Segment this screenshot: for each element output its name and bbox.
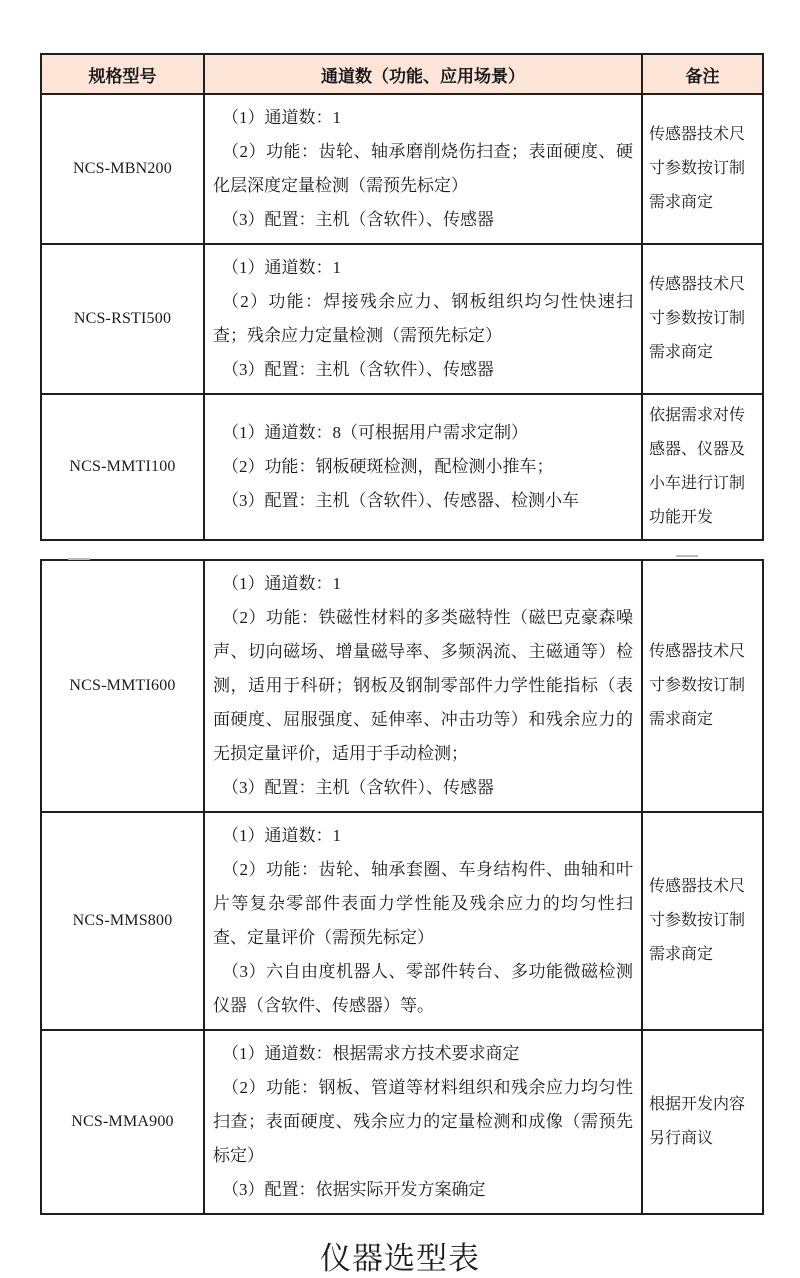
header-row <box>41 54 763 94</box>
model-cell: NCS-MMTI600 <box>41 560 204 812</box>
spec-item: （3）配置：主机（含软件）、传感器 <box>222 210 494 229</box>
remark-cell: 传感器技术尺寸参数按订制需求商定 <box>642 244 763 394</box>
remark-cell: 根据开发内容另行商议 <box>642 1030 763 1214</box>
col-header-remark: 备注 <box>642 54 763 94</box>
spec-item: （2）功能：齿轮、轴承磨削烧伤扫查；表面硬度、硬化层深度定量检测（需预先标定） <box>213 142 633 195</box>
spec-item: （2）功能：钢板、管道等材料组织和残余应力均匀性扫查；表面硬度、残余应力的定量检测和成像（需预先标定） <box>213 1078 633 1165</box>
table-row <box>41 394 763 540</box>
spec-item: （1）通道数：1 <box>222 826 341 845</box>
spec-item: （3）配置：主机（含软件）、传感器 <box>222 360 494 379</box>
spec-item: （2）功能：钢板硬斑检测，配检测小推车； <box>222 457 554 476</box>
remark-cell: 传感器技术尺寸参数按订制需求商定 <box>642 94 763 244</box>
content-cell <box>204 394 642 540</box>
content-cell <box>204 812 642 1030</box>
model-cell: NCS-MMTI100 <box>41 394 204 540</box>
spec-item: （1）通道数：1 <box>222 108 341 127</box>
model-cell: NCS-MBN200 <box>41 94 204 244</box>
table-caption: 仪器选型表 <box>320 1241 480 1276</box>
spec-item: （3）配置：主机（含软件）、传感器 <box>222 778 494 797</box>
table-row <box>41 812 763 1030</box>
col-header-content: 通道数（功能、应用场景） <box>204 54 642 94</box>
remark-cell: 传感器技术尺寸参数按订制需求商定 <box>642 560 763 812</box>
spec-item: （2）功能：焊接残余应力、钢板组织均匀性快速扫查；残余应力定量检测（需预先标定） <box>213 292 633 345</box>
table-row <box>41 1030 763 1214</box>
table-row <box>41 94 763 244</box>
model-cell: NCS-RSTI500 <box>41 244 204 394</box>
model-cell: NCS-MMA900 <box>41 1030 204 1214</box>
table-row <box>41 560 763 812</box>
remark-cell: 依据需求对传感器、仪器及小车进行订制功能开发 <box>642 394 763 540</box>
scan-artifact-tick <box>676 555 698 557</box>
table-gap <box>0 541 800 559</box>
content-cell <box>204 560 642 812</box>
spec-table-1 <box>40 53 764 541</box>
content-cell <box>204 1030 642 1214</box>
model-cell: NCS-MMS800 <box>41 812 204 1030</box>
col-header-model: 规格型号 <box>41 54 204 94</box>
spec-item: （1）通道数：根据需求方技术要求商定 <box>222 1044 520 1063</box>
spec-item: （2）功能：齿轮、轴承套圈、车身结构件、曲轴和叶片等复杂零部件表面力学性能及残余应力的均匀性扫查、定量评价（需预先标定） <box>213 860 633 947</box>
spec-item: （3）配置：依据实际开发方案确定 <box>222 1180 486 1199</box>
table-row <box>41 244 763 394</box>
scan-artifact-tick <box>68 558 90 560</box>
top-margin <box>0 0 800 53</box>
spec-item: （2）功能：铁磁性材料的多类磁特性（磁巴克豪森噪声、切向磁场、增量磁导率、多频涡流、主磁通等）检测，适用于科研；钢板及钢制零部件力学性能指标（表面硬度、屈服强度、延伸率、冲击功等）和残余应力的无损定量评价，适用于手动检测； <box>213 608 633 763</box>
remark-cell: 传感器技术尺寸参数按订制需求商定 <box>642 812 763 1030</box>
spec-item: （1）通道数：1 <box>222 574 341 593</box>
content-cell <box>204 94 642 244</box>
content-cell <box>204 244 642 394</box>
spec-table-2 <box>40 559 764 1215</box>
spec-item: （3）配置：主机（含软件）、传感器、检测小车 <box>222 491 579 510</box>
spec-item: （3）六自由度机器人、零部件转台、多功能微磁检测仪器（含软件、传感器）等。 <box>213 962 633 1015</box>
spec-item: （1）通道数：8（可根据用户需求定制） <box>222 423 528 442</box>
spec-item: （1）通道数：1 <box>222 258 341 277</box>
